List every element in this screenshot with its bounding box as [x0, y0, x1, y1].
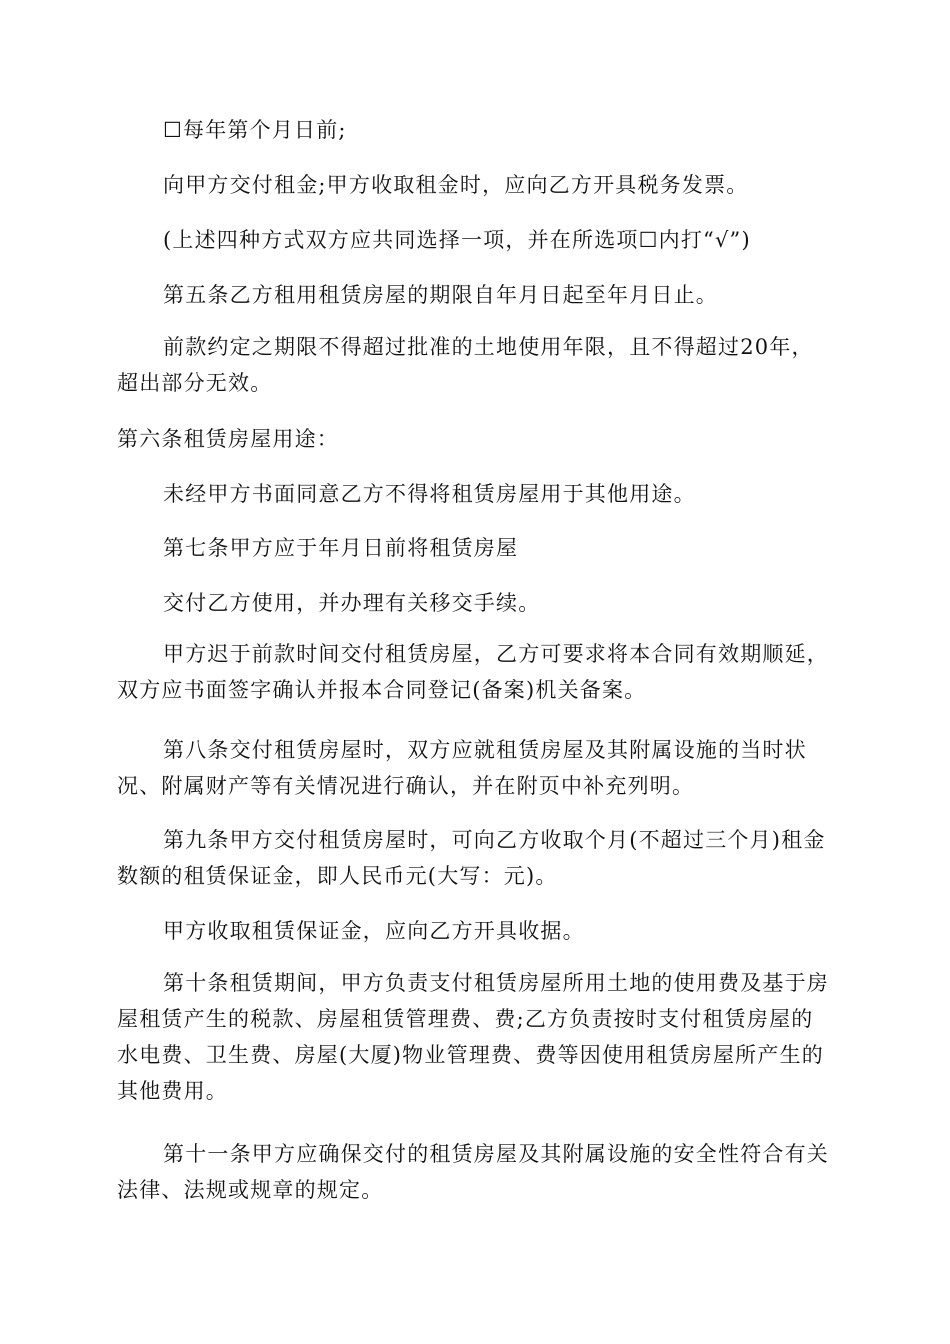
paragraph: 未经甲方书面同意乙方不得将租赁房屋用于其他用途。	[163, 482, 696, 506]
article-8-heading: 第八条交付租赁房屋时，双方应就租赁房屋及其附属设施的当时状况、附属财产等有关情况进行确认，并在附页中补充列明。	[117, 738, 807, 798]
paragraph: 甲方迟于前款时间交付租赁房屋，乙方可要求将本合同有效期顺延，双方应书面签字确认并报本合同登记(备案)机关备案。	[117, 642, 829, 702]
article-9-heading: 第九条甲方交付租赁房屋时，可向乙方收取个月(不超过三个月)租金数额的租赁保证金，即人民币元(大写：元)。	[117, 828, 826, 888]
paragraph: (上述四种方式双方应共同选择一项，并在所选项☐内打“√”)	[163, 228, 751, 252]
article-11-heading: 第十一条甲方应确保交付的租赁房屋及其附属设施的安全性符合有关法律、法规或规章的规定。	[117, 1142, 829, 1202]
paragraph: 甲方收取租赁保证金，应向乙方开具收据。	[163, 919, 585, 943]
paragraph: 前款约定之期限不得超过批准的土地使用年限，且不得超过20年，超出部分无效。	[117, 335, 814, 395]
paragraph: ☐每年第个月日前;	[163, 118, 347, 142]
paragraph: 交付乙方使用，并办理有关移交手续。	[163, 591, 541, 615]
article-7-heading: 第七条甲方应于年月日前将租赁房屋	[163, 536, 519, 560]
paragraph: 向甲方交付租金;甲方收取租金时，应向乙方开具税务发票。	[163, 173, 749, 197]
article-6-heading: 第六条租赁房屋用途：	[117, 427, 339, 451]
article-10-heading: 第十条租赁期间，甲方负责支付租赁房屋所用土地的使用费及基于房屋租赁产生的税款、房屋租赁管理费、费;乙方负责按时支付租赁房屋的水电费、卫生费、房屋(大厦)物业管理费、费等因使用租赁房屋所产生的其他费用。	[117, 971, 829, 1103]
article-5-heading: 第五条乙方租用租赁房屋的期限自年月日起至年月日止。	[163, 283, 718, 307]
